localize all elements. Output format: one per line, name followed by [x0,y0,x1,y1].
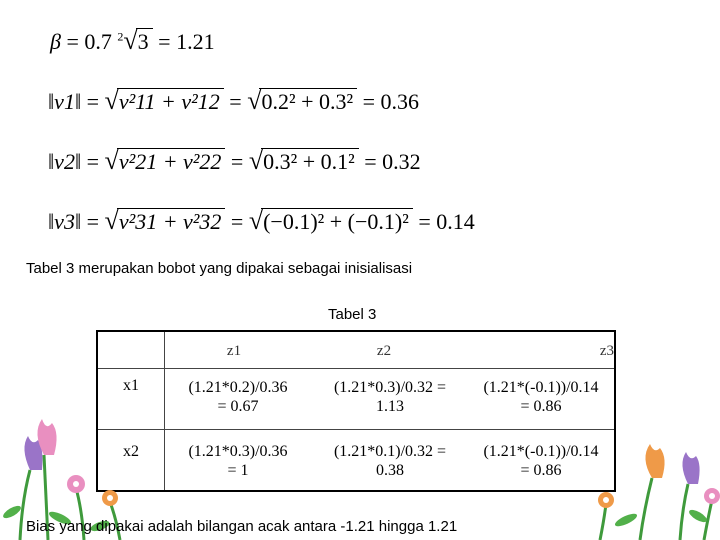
v3-values: (−0.1)² + (−0.1)² [261,208,413,235]
table-cell: (1.21*(-0.1))/0.14 = 0.86 [483,379,599,415]
v1-norm: ‖v1‖ [48,89,82,114]
table-cell: (1.21*0.3)/0.36 = 1 [188,443,288,479]
table-title: Tabel 3 [328,306,377,323]
equals-sign: = [66,29,79,54]
row-label-x2: x2 [123,443,139,460]
radical-icon: √ [123,26,138,55]
v3-norm: ‖v3‖ [48,209,82,234]
v3-expression: v²31 + v²32 [117,208,226,235]
v2-equation: ‖v2‖ = √v²21 + v²22 = √0.3² + 0.1² = 0.32 [48,146,421,175]
flower-icon [24,419,720,508]
v3-equation: ‖v3‖ = √v²31 + v²32 = √(−0.1)² + (−0.1)² = 0.14 [48,206,475,235]
column-header-z2: z2 [376,343,392,359]
radical-icon: √ [104,146,119,175]
beta-symbol: β [50,29,61,54]
root-index: 2 [117,29,124,44]
radical-icon: √ [247,86,262,115]
v2-expression: v²21 + v²22 [117,148,226,175]
radical-icon: √ [104,206,119,235]
background-ghost-text [360,0,720,240]
v1-values: 0.2² + 0.3² [259,88,357,115]
table-cell: (1.21*0.3)/0.32 = 1.13 [333,379,447,415]
v2-values: 0.3² + 0.1² [261,148,359,175]
column-header-z3: z3 [599,343,614,359]
footer-text: Bias yang dipakai adalah bilangan acak antara -1.21 hingga 1.21 [26,518,458,535]
beta-equation: β = 0.7 $^2$√3 = 1.21 [50,26,215,55]
row-label-x1: x1 [123,377,139,394]
v2-norm: ‖v2‖ [48,149,82,174]
v1-expression: v²11 + v²12 [117,88,224,115]
radical-icon: √ [248,146,264,175]
root-value: 3 [136,28,153,55]
radical-icon: √ [104,86,119,115]
table-cell: (1.21*(-0.1))/0.14 = 0.86 [483,443,599,479]
table-cell: (1.21*0.1)/0.32 = 0.38 [333,443,447,479]
radical-icon: √ [248,206,264,235]
beta-coefficient: 0.7 [84,29,112,54]
v1-result: 0.36 [380,89,419,114]
column-header-z1: z1 [226,343,242,359]
beta-result: 1.21 [176,29,215,54]
v2-result: 0.32 [382,149,421,174]
v3-result: 0.14 [436,209,475,234]
caption-text: Tabel 3 merupakan bobot yang dipakai sebagai inisialisasi [26,260,413,277]
table-cell: (1.21*0.2)/0.36 = 0.67 [188,379,288,415]
v1-equation: ‖v1‖ = √v²11 + v²12 = √0.2² + 0.3² = 0.36 [48,86,419,115]
